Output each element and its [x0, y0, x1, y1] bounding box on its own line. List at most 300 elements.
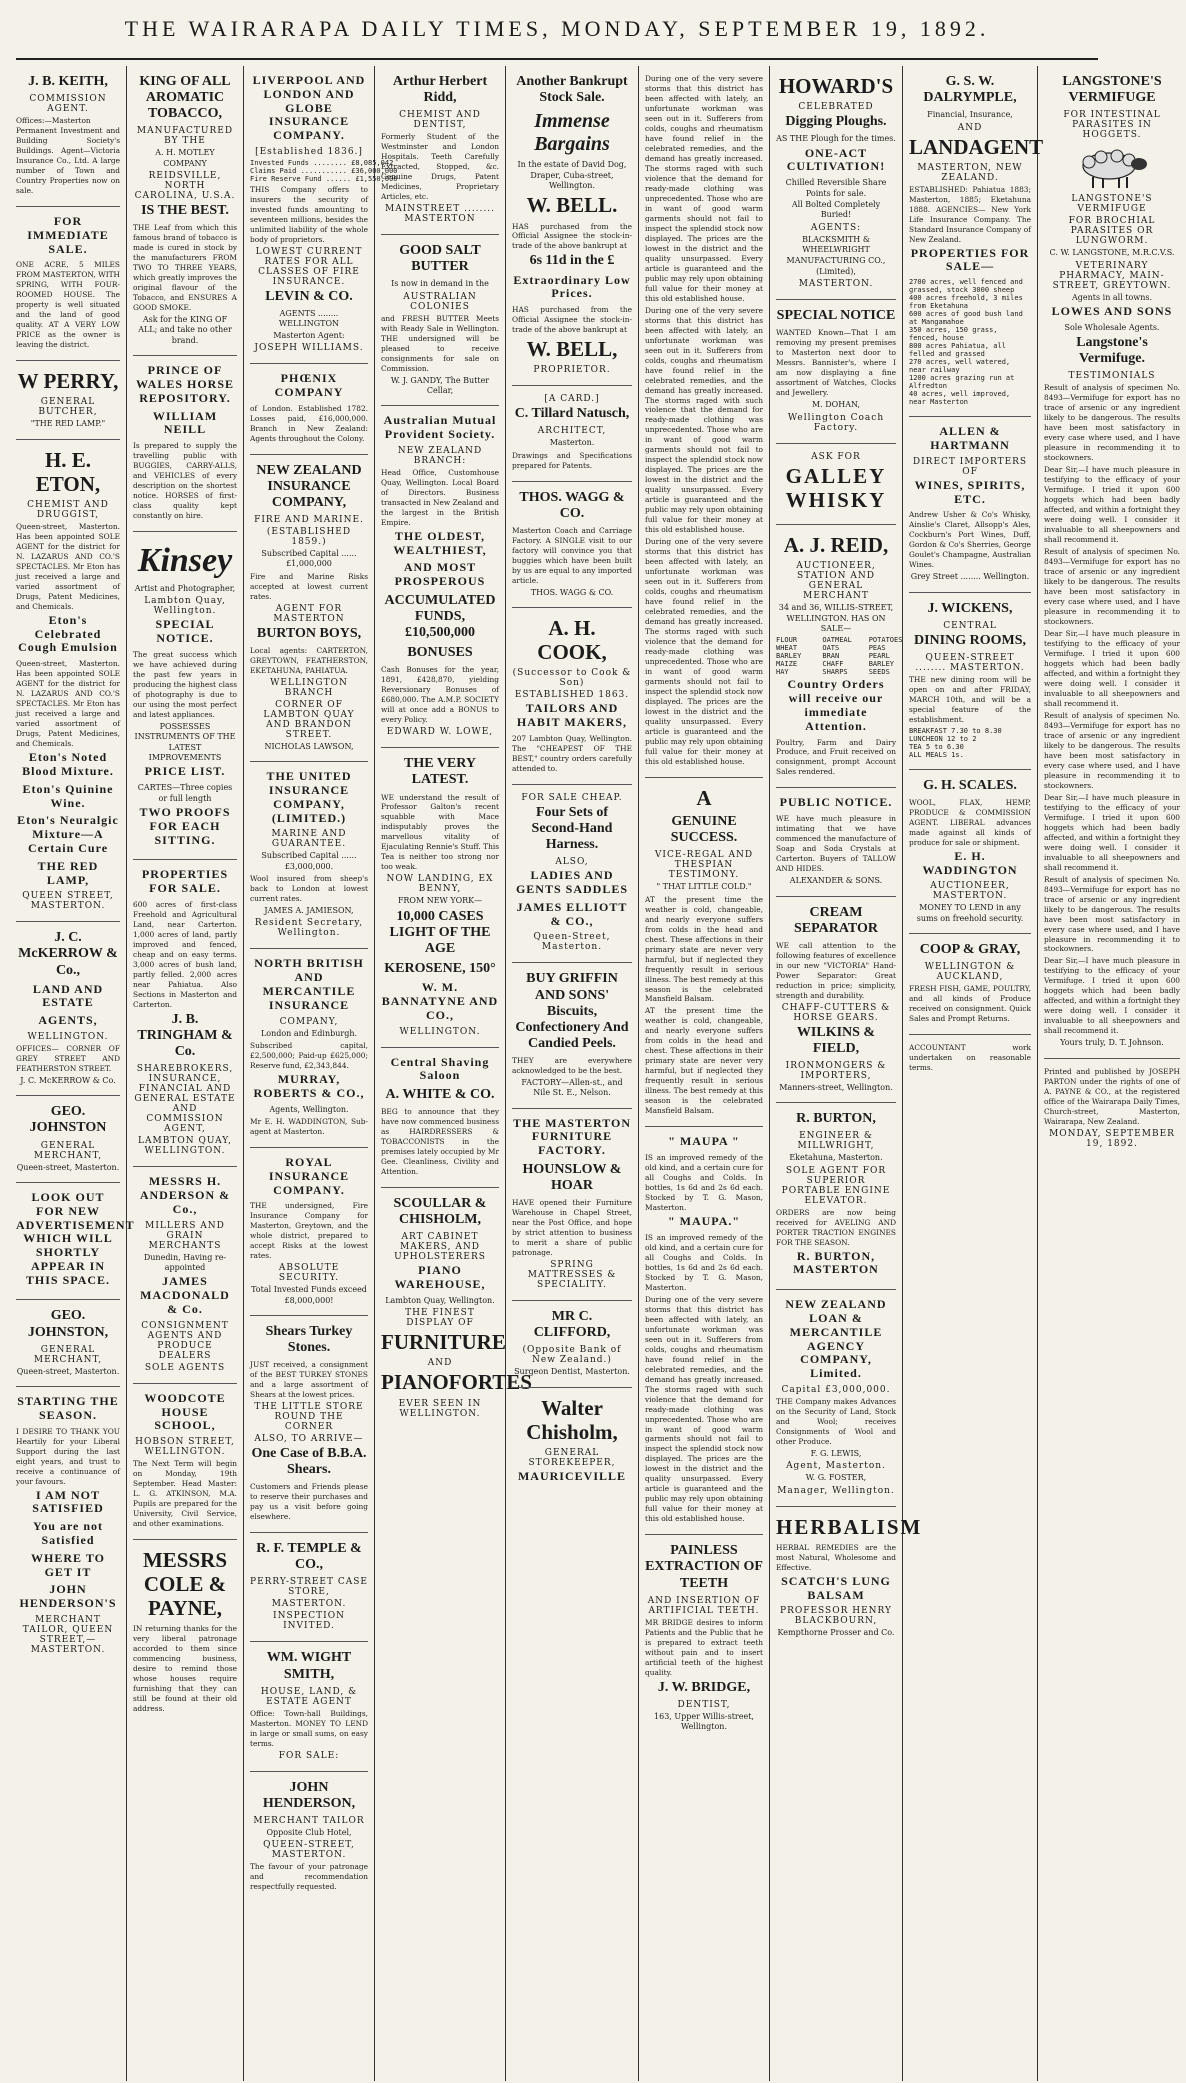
- ad-line: Opposite Club Hotel,: [266, 1827, 352, 1837]
- ad-subheading: CONSIGNMENT AGENTS AND PRODUCE DEALERS: [141, 1320, 229, 1361]
- season-ad: [16, 1387, 120, 2081]
- loan-agency-ad: [776, 1290, 896, 1506]
- ad-heading: LOOK OUT FOR NEW ADVERTISEMENT WHICH WILL SHORTLY APPEAR IN THIS SPACE.: [16, 1189, 135, 1287]
- ad-address: CORNER OF LAMBTON QUAY AND BRANDON STREET.: [263, 699, 355, 740]
- ad-quote: " THAT LITTLE COLD.": [656, 882, 752, 892]
- special-notice-ad: [776, 300, 896, 443]
- ad-body: HERBAL REMEDIES are the most Natural, Wholesome and Effective.: [776, 1542, 896, 1572]
- dalrymple-ad: [909, 66, 1044, 417]
- ad-heading: THOS. WAGG & CO.: [519, 489, 625, 521]
- ad-body: Dear Sir,—I have much pleasure in testifying to the efficacy of your Vermifuge. I tried it upon 600 hoggets which had been badly affected, and within a fortnight they were doing well. I consider it invaluable to all sheepowners and shall recommend it.: [1044, 628, 1180, 708]
- ad-body: HAVE opened their Furniture Warehouse in Chapel Street, near the Post Office, and hope by strict attention to business to merit a share of public patronage.: [512, 1198, 632, 1258]
- ad-body: Wool insured from sheep's back to London at lowest current rates.: [250, 874, 368, 904]
- scales-ad: [909, 770, 1031, 934]
- ad-subheading: CHEMIST AND DENTIST,: [399, 110, 481, 131]
- ad-body: MR BRIDGE desires to inform Patients and the Public that he is prepared to extract teeth without pain and to insert artificial teeth of the highest quality.: [645, 1617, 763, 1677]
- ad-body: Andrew Usher & Co's Whisky, Ainslie's Claret, Allsopp's Ales, Cockburn's Port Wines, Duff, Gordon & Co's Sherries, George Goulet's Champagne, Australian Wines.: [909, 510, 1031, 570]
- column-3: [244, 66, 398, 2081]
- ad-body: JUST received, a consignment of the BEST TURKEY STONES and a large assortment of Shears at the lowest prices.: [250, 1360, 368, 1400]
- ad-subheading: [Established 1836.]: [255, 146, 363, 157]
- ad-line: AS THE Plough for the times.: [776, 134, 896, 144]
- ad-heading: J. B. KEITH,: [28, 74, 108, 89]
- ad-address: QUEEN-STREET, MASTERTON.: [263, 1840, 355, 1861]
- ad-heading: LANDAGENT: [909, 134, 1044, 159]
- ad-signature: ALEXANDER & SONS.: [789, 876, 883, 886]
- reid-ad: [776, 525, 903, 788]
- ad-heading: PRINCE OF WALES HORSE REPOSITORY.: [135, 363, 235, 405]
- ad-line: MONEY TO LEND in any sums on freehold security.: [916, 903, 1024, 923]
- ad-subheading: HOUSE, LAND, & ESTATE AGENT: [260, 1686, 358, 1707]
- ad-heading: ALLEN & HARTMANN: [930, 424, 1010, 453]
- ad-town: WELLINGTON.: [399, 1026, 481, 1037]
- ad-heading: " MAUPA ": [668, 1134, 740, 1149]
- ad-line: PROFESSOR HENRY BLACKBOURN,: [780, 1606, 892, 1627]
- ad-subheading: NEW ZEALAND BRANCH:: [397, 445, 483, 466]
- product-heading: Eton's Celebrated Cough Emulsion: [18, 612, 118, 655]
- ad-subheading: COMPANY,: [279, 1016, 339, 1027]
- ridd-ad: [381, 66, 499, 235]
- ad-line: CHAFF-CUTTERS & HORSE GEARS.: [781, 1002, 891, 1023]
- ad-heading: W PERRY,: [17, 369, 119, 394]
- ad-figures: ACCUMULATED FUNDS, £10,500,000: [384, 593, 496, 641]
- ad-subheading: Artist and Photographer,: [134, 584, 236, 594]
- shop-address: QUEEN STREET, MASTERTON.: [22, 891, 114, 912]
- ad-line: AUSTRALIAN COLONIES: [403, 291, 477, 312]
- ad-list: 2700 acres, well fenced and grassed, stock 3000 sheep 400 acres freehold, 3 miles from Eketahuna 600 acres of good bush land at Mangamahoe 350 acres, 150 grass, fenced, house 800 acres Pahiatua, all felled and grassed 270 acres, well watered, near railway 1200 acres grazing run at Alfredton 40 acres, well improved, near Masterton: [909, 278, 1023, 407]
- ad-body: THE new dining room will be open on and after FRIDAY, MARCH 10th, and will be a special feature of the establishment.: [909, 674, 1031, 724]
- ad-tag: [A CARD.]: [544, 394, 600, 405]
- ad-town: MASTERTON.: [798, 279, 874, 290]
- ad-body: Poultry, Farm and Dairy Produce, and Fruit received on consignment, prompt Account Sales rendered.: [776, 737, 896, 777]
- ad-heading: A. H. COOK,: [537, 616, 607, 665]
- ad-heading: " MAUPA.": [667, 1214, 741, 1228]
- ad-line: TAILORS AND HABIT MAKERS,: [516, 701, 628, 730]
- ad-subheading: GENERAL STOREKEEPER,: [528, 1448, 616, 1469]
- ad-heading: Digging Ploughs.: [785, 114, 887, 130]
- ad-body: Result of analysis of specimen No. 8493—Vermifuge for export has no trace of arsenic or any ingredient likely to be dangerous. The results have been most satisfactory in every case where used, and I have pleasure in recommending it to stockowners.: [1044, 874, 1180, 954]
- ad-line: Masterton Agent:: [273, 330, 345, 340]
- ad-name: JOHN HENDERSON'S: [19, 1582, 117, 1611]
- ad-body: IS an improved remedy of the old kind, and a certain cure for all Coughs and Colds. In bottles, 1s 6d and 2s 6d each. Stocked by T. G. Mason, Masterton.: [645, 1232, 763, 1292]
- ad-body: FRESH FISH, GAME, POULTRY, and all kinds of Produce received on consignment. Quick Sales and Prompt Returns.: [909, 984, 1031, 1024]
- ad-heading: GEO. JOHNSTON: [29, 1104, 107, 1136]
- natusch-ad: [512, 386, 632, 481]
- ad-heading: Arthur Herbert Ridd,: [392, 74, 488, 106]
- ad-line: Agent, Masterton.: [786, 1461, 886, 1472]
- ad-line: AGENTS:: [810, 222, 862, 233]
- ad-name: E. H. WADDINGTON: [922, 848, 1018, 877]
- ad-name: LEVIN & CO.: [265, 288, 353, 304]
- column-9: [1038, 66, 1186, 2081]
- ad-subheading: CELEBRATED: [798, 102, 874, 113]
- ad-line: Agents in all towns.: [1071, 292, 1152, 302]
- ad-line: AGENT FOR MASTERTON: [273, 603, 345, 624]
- ad-name: W. M. BANNATYNE AND CO.,: [381, 980, 499, 1022]
- sheep-illustration: [1044, 144, 1180, 190]
- ad-body: ORDERS are now being received for AVELING AND PORTER TRACTION ENGINES FOR THE SEASON.: [776, 1207, 896, 1247]
- ad-body: The favour of your patronage and recommendation respectfully requested.: [250, 1862, 368, 1892]
- ad-heading: J. WICKENS,: [927, 600, 1013, 616]
- ad-line: In the estate of David Dog, Draper, Cuba-street, Wellington.: [517, 160, 627, 190]
- ad-heading: CREAM SEPARATOR: [793, 904, 878, 936]
- ad-heading: C. Tillard Natusch,: [514, 406, 630, 422]
- ad-heading: THE UNITED INSURANCE COMPANY, (LIMITED.): [266, 769, 352, 825]
- coop-gray-ad: [909, 934, 1031, 1035]
- ad-line: I AM NOT SATISFIED: [32, 1487, 104, 1516]
- ad-tag: "THE RED LAMP.": [30, 419, 106, 429]
- ad-heading: R. F. TEMPLE & CO.,: [256, 1541, 362, 1573]
- ad-list: FLOUR OATMEAL POTATOES WHEAT OATS PEAS BARLEY BRAN PEARL MAIZE CHAFF BARLEY HAY SHARPS SEEDS: [776, 636, 903, 677]
- ad-line: THE FINEST DISPLAY OF: [405, 1308, 475, 1329]
- ad-subheading: MILLERS AND GRAIN MERCHANTS: [145, 1220, 225, 1251]
- ad-line: LANGSTONE'S VERMIFUGE: [1071, 194, 1153, 215]
- column-2: [127, 66, 244, 2081]
- ad-heading: PROPERTIES FOR SALE.: [141, 867, 229, 896]
- ad-name: W. BELL,: [526, 337, 618, 362]
- ad-name: W. BELL.: [526, 193, 618, 218]
- ad-body: Is prepared to supply the travelling public with BUGGIES, CARRY-ALLS, and VEHICLES of every description on the shortest notice. HORSES of first-class quality kept constantly on hire.: [133, 441, 237, 521]
- ad-body: Dear Sir,—I have much pleasure in testifying to the efficacy of your Vermifuge. I tried it upon 600 hoggets which had been badly affected, and within a fortnight they were doing well. I consider it invaluable to all sheepowners and shall recommend it.: [1044, 465, 1180, 545]
- ad-heading: MR C. CLIFFORD,: [533, 1309, 611, 1341]
- wight-smith-ad: [250, 1642, 368, 1771]
- ad-address: VETERINARY PHARMACY, MAIN-STREET, GREYTOWN.: [1052, 260, 1172, 291]
- ad-line: SCATCH'S LUNG BALSAM: [781, 1573, 891, 1602]
- ad-figures: Invested Funds ........ £8,085,042 Claims Paid ........... £36,000,000 Fire Reserve Fund ...... £1,550,000: [250, 158, 398, 183]
- tringham-ad: [133, 860, 237, 1167]
- ad-heading: JOHN HENDERSON,: [262, 1779, 356, 1811]
- ad-signature: M. DOHAN,: [811, 400, 861, 410]
- ad-subheading: MARINE AND GUARANTEE.: [271, 829, 347, 850]
- ad-body: BEG to announce that they have now commenced business as HAIRDRESSERS & TOBACCONISTS in the premises lately occupied by Mr Gee. Cleanliness, Civility and Attention.: [381, 1107, 499, 1177]
- ad-body: Offices:—Masterton Permanent Investment and Building Society's Buildings. Agent—Victoria Insurance Co., Ltd. A large number of Town and Country Properties now on sale.: [16, 116, 120, 195]
- ad-heading: PIANOFORTES: [381, 1370, 532, 1395]
- ad-line: THE LITTLE STORE ROUND THE CORNER: [254, 1402, 364, 1433]
- ad-subheading: COMMISSION AGENT.: [29, 94, 107, 115]
- ad-name: LOWES AND SONS: [1051, 303, 1173, 318]
- ad-line: POSSESSES INSTRUMENTS OF THE LATEST IMPROVEMENTS: [134, 721, 236, 763]
- ad-line: ABSOLUTE SECURITY.: [278, 1263, 340, 1284]
- ad-line: Sole Wholesale Agents.: [1064, 322, 1160, 332]
- ad-body: Local agents: CARTERTON, GREYTOWN, FEATHERSTON, EKETAHUNA, PAHIATUA.: [250, 645, 368, 675]
- ad-body: OFFICES— CORNER OF GREY STREET AND FEATHERSTON STREET.: [16, 1043, 120, 1073]
- ad-line: Is now in demand in the: [391, 279, 489, 289]
- ad-line: SOLE AGENTS: [144, 1362, 226, 1373]
- ad-maker: A. H. MOTLEY COMPANY: [155, 148, 215, 168]
- ad-body: THE Company makes Advances on the Security of Land, Stock and Wool; receives Consignments of Wool and other Produce.: [776, 1397, 896, 1446]
- ad-heading: COOP & GRAY,: [919, 942, 1021, 958]
- accountant-ad: [909, 1035, 1031, 2081]
- ad-line: WELLINGTON BRANCH: [270, 677, 348, 698]
- ad-heading: One Case of B.B.A. Shears.: [251, 1446, 367, 1478]
- ad-body: THE undersigned, Fire Insurance Company for Masterton, Greytown, and the whole district, prepared to accept Risks at the lowest rates.: [250, 1201, 368, 1261]
- ad-line: EVER SEEN IN WELLINGTON.: [398, 1398, 482, 1419]
- ad-heading: LANGSTONE'S VERMIFUGE: [1062, 74, 1162, 106]
- ad-tag: FOR SALE CHEAP.: [521, 792, 623, 803]
- ad-line: Agents, Wellington.: [269, 1104, 349, 1114]
- ad-name: MURRAY, ROBERTS & CO.,: [253, 1071, 365, 1100]
- cole-payne-ad: [133, 1540, 237, 2081]
- ad-body: 207 Lambton Quay, Wellington. The "CHEAPEST OF THE BEST," country orders carefully attended to.: [512, 734, 632, 773]
- north-british-ad: [250, 949, 368, 1147]
- ad-subheading: CHEMIST AND DRUGGIST,: [27, 500, 109, 521]
- ad-body: Queen-street, Masterton. Has been appointed SOLE AGENT for the district for N. LAZARUS AND CO.'S SPECTACLES. Mr Eton has just received a large and varied assortment of Drugs, Patent Medicines, and Chemicals.: [16, 522, 120, 611]
- ad-name: HOUNSLOW & HOAR: [522, 1162, 622, 1194]
- ad-signature: R. BURTON, MASTERTON: [793, 1248, 879, 1277]
- ad-name: WILLIAM NEILL: [152, 408, 218, 437]
- ad-claim: IS THE BEST.: [141, 203, 229, 219]
- article-text: During one of the very severe storms that this district has been affected with lately, an unfortunate workman was seen out in it. Sufferers from colds, coughs and rheumatism have found relief in the celebrated remedies, and the demand has greatly increased. The storms raged with such violence that the demand for ready-made clothing was unprecedented. Those who are in want of good warm garments should not fail to inspect the splendid stock now displayed. The prices are the lowest in the district and the quality unsurpassed. Every article is guaranteed and the public may rely upon obtaining full value for their money at this old established house.: [645, 1294, 763, 1524]
- ad-line: SPRING MATTRESSES & SPECIALITY.: [527, 1260, 617, 1291]
- ad-body: The great success which we have achieved during the past few years in producing the highest class of photography is due to our using the most perfect and latest appliances.: [133, 650, 237, 719]
- ad-subheading: GENERAL MERCHANT,: [33, 1140, 103, 1161]
- wagg-ad: [512, 482, 632, 608]
- imprint-text: Printed and published by JOSEPH PARTON under the rights of one of A. PAYNE & CO., at the registered office of the Wairarapa Daily Times, Church-street, Masterton, Wairarapa, New Zealand.: [1044, 1066, 1180, 1126]
- ad-line: All Bolted Completely Buried!: [791, 200, 881, 220]
- column-4: [375, 66, 532, 2081]
- ad-line: Manager, Wellington.: [777, 1485, 895, 1496]
- ad-notice: PRICE LIST.: [144, 764, 226, 779]
- public-notice-ad: [776, 788, 896, 896]
- ad-body: THE Leaf from which this famous brand of tobacco is made is cured in stock by the manufacturers FROM TWO TO THREE YEARS, which greatly improves the original flavour of the Tobacco, and ENSURES A GOOD SMOKE.: [133, 223, 237, 313]
- ad-heading: G. H. SCALES.: [923, 777, 1017, 793]
- ad-agent: C. W. LANGSTONE, M.R.C.V.S.: [1049, 248, 1175, 258]
- ad-heading: LIVERPOOL AND LONDON AND GLOBE INSURANCE COMPANY.: [252, 73, 366, 143]
- liverpool-insurance-ad: [250, 66, 398, 364]
- column-5: [506, 66, 639, 2081]
- sale-ad: [16, 207, 120, 361]
- ad-agent: NICHOLAS LAWSON,: [264, 741, 354, 751]
- ad-address: MAINSTREET ........ MASTERTON: [385, 204, 495, 225]
- ad-subheading: VICE-REGAL AND THESPIAN TESTIMONY.: [654, 850, 754, 881]
- ad-line: INSPECTION INVITED.: [273, 1611, 345, 1632]
- ad-heading: PHŒNIX COMPANY: [274, 371, 344, 399]
- ad-address: Lambton Quay, Wellington.: [144, 596, 226, 617]
- reading-column: [645, 66, 763, 778]
- ad-initial: A: [696, 785, 712, 810]
- product-heading: Eton's Quinine Wine.: [22, 781, 114, 810]
- ad-line: NOW LANDING, EX BENNY,: [386, 874, 494, 895]
- ad-subheading: MANUFACTURED BY THE: [136, 126, 234, 147]
- ad-subheading: FOR INTESTINAL PARASITES IN HOGGETS.: [1063, 110, 1161, 141]
- perry-ad: [16, 361, 120, 440]
- ad-name: J. B. TRINGHAM & Co.: [137, 1011, 233, 1060]
- ad-address: QUEEN-STREET ........ MASTERTON.: [915, 652, 1025, 673]
- ad-subheading: Financial, Insurance,: [927, 110, 1013, 120]
- temple-ad: [250, 1533, 368, 1642]
- ad-line: ESTABLISHED 1863.: [514, 690, 630, 701]
- ad-heading: STARTING THE SEASON.: [17, 1394, 119, 1422]
- ad-line: 34 and 36, WILLIS-STREET, WELLINGTON. HAS ON SALE—: [778, 603, 894, 633]
- furniture-factory-ad: [512, 1109, 632, 1301]
- ad-line: FACTORY—Allen-st., and Nile St. E., Nelson.: [521, 1077, 623, 1098]
- ad-body: I DESIRE TO THANK YOU Heartily for your Liberal Support during the last eight years, and trust to receive a continuance of your favours.: [16, 1426, 120, 1486]
- ad-name: WILKINS & FIELD,: [796, 1024, 876, 1056]
- ad-heading: PAINLESS EXTRACTION OF TEETH: [645, 1543, 763, 1591]
- lookout-ad: [16, 1183, 135, 1301]
- ad-line: Chilled Reversible Share Points for sale.: [785, 178, 887, 198]
- ad-heading: KING OF ALL AROMATIC TOBACCO,: [139, 74, 231, 122]
- ad-heading: 10,000 CASES LIGHT OF THE AGE: [389, 908, 491, 956]
- ad-subheading: DIRECT IMPORTERS OF: [912, 456, 1028, 477]
- ad-name: A. WHITE & CO.: [385, 1087, 495, 1103]
- ad-heading: R. BURTON,: [796, 1111, 876, 1127]
- ad-heading: THE MASTERTON FURNITURE FACTORY.: [512, 1115, 632, 1158]
- product-heading: Eton's Neuralgic Mixture—A Certain Cure: [17, 813, 119, 855]
- ad-address: Grey Street ........ Wellington.: [910, 572, 1030, 582]
- ad-line: TWO PROOFS FOR EACH SITTING.: [139, 805, 231, 847]
- ad-script-heading: Immense Bargains: [534, 110, 610, 156]
- ad-body: Cash Bonuses for the year, 1891, £428,870, yielding Reversionary Bonuses of £680,000. The A.M.P. SOCIETY will at once add a BONUS to every Policy.: [381, 665, 499, 725]
- ad-subheading: LAND AND ESTATE: [32, 981, 104, 1010]
- ad-address: HOBSON STREET, WELLINGTON.: [135, 1437, 235, 1458]
- phoenix-ad: [250, 364, 368, 455]
- ad-line: Extraordinary Low Prices.: [513, 272, 631, 301]
- ad-name: JAMES MACDONALD & Co.: [140, 1274, 230, 1316]
- ad-place: Resident Secretary, Wellington.: [254, 918, 364, 939]
- ad-heading: KEROSENE, 150°: [384, 961, 496, 977]
- ad-body: ACCOUNTANT work undertaken on reasonable terms.: [909, 1043, 1031, 1073]
- ad-address: Manners-street, Wellington.: [779, 1082, 893, 1092]
- ad-agent: EDWARD W. LOWE,: [386, 727, 494, 738]
- ad-town: Eketahuna, Masterton.: [789, 1153, 883, 1163]
- tobacco-ad: [133, 66, 237, 356]
- howard-plough-ad: [776, 66, 896, 300]
- ad-heading: GEO. JOHNSTON,: [27, 1308, 109, 1340]
- ad-subheading: ASK FOR: [811, 451, 861, 462]
- ad-address: MERCHANT TAILOR, QUEEN STREET,—MASTERTON.: [22, 1614, 114, 1655]
- ad-heading: GOOD SALT BUTTER: [399, 243, 481, 275]
- ad-heading: HOWARD'S: [778, 74, 894, 98]
- ad-agent: Kempthorne Prosser and Co.: [777, 1628, 895, 1638]
- ad-line: You are not Satisfied: [32, 1519, 104, 1547]
- ad-body: HAS purchased from the Official Assignee the stock-in-trade of the above bankrupt at: [512, 305, 632, 335]
- ad-subheading: (Successor to Cook & Son): [512, 668, 632, 689]
- ad-subheading: AUCTIONEER, MASTERTON.: [930, 881, 1010, 902]
- ad-script-heading: Kinsey: [137, 542, 233, 580]
- ad-line: LOWEST CURRENT RATES FOR ALL CLASSES OF FIRE INSURANCE.: [255, 246, 363, 287]
- ad-body: Fire and Marine Risks accepted at lowest current rates.: [250, 571, 368, 601]
- ad-body: of London. Established 1782. Losses paid, £16,000,000. Branch in New Zealand: Agents throughout the Colony.: [250, 403, 368, 443]
- ad-line: AND MOST PROSPEROUS: [394, 560, 486, 589]
- scoullar-ad: [381, 1188, 532, 2081]
- ad-line: Dunedin, Having re-appointed: [143, 1252, 227, 1272]
- ad-name: J. W. BRIDGE,: [657, 1679, 751, 1695]
- ad-body: Result of analysis of specimen No. 8493—Vermifuge for export has no trace of arsenic or any ingredient likely to be dangerous. The results have been most satisfactory in every case where used, and I have pleasure in recommending it to stockowners.: [1044, 547, 1180, 626]
- ad-subheading: CENTRAL: [943, 620, 997, 631]
- ad-line: FOR SALE:: [278, 1750, 340, 1761]
- ad-heading: G. S. W. DALRYMPLE,: [923, 74, 1017, 106]
- ad-agent: BLACKSMITH & WHEELWRIGHT MANUFACTURING CO.,: [786, 234, 886, 265]
- ad-heading: BUY GRIFFIN AND SONS' Biscuits, Confectionery And Candied Peels.: [515, 971, 629, 1051]
- mckerrow-ad: [16, 922, 120, 1096]
- ad-body: Customers and Friends please to reserve their purchases and pay us a visit before going elsewhere.: [250, 1482, 368, 1522]
- sheep-icon: [1067, 144, 1157, 190]
- ad-body: AT the present time the weather is cold, changeable, and nearly everyone suffers from colds in the head and chest. These affections in their primary state are never very harmful, but if neglected they frequently result in serious illness. The best remedy at this season is the celebrated Mansfield Balsam.: [645, 894, 763, 1004]
- ad-signature: THOS. WAGG & CO.: [530, 587, 614, 597]
- article-text: During one of the very severe storms that this district has been affected with lately, an unfortunate workman was seen out in it. Sufferers from colds, coughs and rheumatism have found relief in the celebrated remedies, and the demand has greatly increased. The storms raged with such violence that the demand for ready-made clothing was unprecedented. Those who are in want of good warm garments should not fail to inspect the splendid stock now displayed. The prices are the lowest in the district and the quality unsurpassed. Every article is guaranteed and the public may rely upon obtaining full value for their money at this old established house.: [645, 305, 763, 535]
- ad-agent: JOSEPH WILLIAMS.: [254, 343, 364, 354]
- ad-subheading: AUCTIONEER, STATION AND GENERAL MERCHANT: [796, 561, 876, 602]
- ad-line: ALSO, TO ARRIVE—: [254, 1434, 364, 1445]
- ad-body: WANTED Known—That I am removing my present premises to Masterton next door to Messrs. Bannister's, where I am now displaying a fine assortment of Watches, Clocks and Jewellery.: [776, 328, 896, 398]
- ad-figures: Total Invested Funds exceed £8,000,000!: [251, 1285, 367, 1305]
- ad-body: Result of analysis of specimen No. 8493—Vermifuge for export has no trace of arsenic or any ingredient likely to be dangerous. The results have been most satisfactory in every case where used, and I have pleasure in recommending it to stockowners.: [1044, 710, 1180, 790]
- ad-town: MASTERTON, NEW ZEALAND.: [917, 162, 1023, 183]
- henderson-ad: [250, 1772, 368, 2081]
- shop-name: THE RED LAMP,: [37, 858, 99, 887]
- ad-line: CARTES—Three copies or full length: [137, 783, 233, 803]
- ad-body: Mr E. H. WADDINGTON, Sub-agent at Masterton.: [250, 1116, 368, 1136]
- johnston-ad-2: [16, 1300, 120, 1387]
- ad-body: Subscribed capital, £2,500,000; Paid-up £625,000; Reserve fund, £2,343,844.: [250, 1041, 368, 1070]
- ad-subheading: ENGINEER & MILLWRIGHT,: [797, 1131, 875, 1152]
- ad-heading: Shears Turkey Stones.: [265, 1324, 353, 1356]
- ad-subheading: SHAREBROKERS, INSURANCE, FINANCIAL AND GENERAL ESTATE AND COMMISSION AGENT,: [134, 1064, 236, 1135]
- ad-heading: BONUSES: [407, 645, 473, 661]
- newspaper-title: THE WAIRARAPA DAILY TIMES, MONDAY, SEPTEMBER 19, 1892.: [124, 16, 990, 41]
- keith-ad: [16, 66, 120, 207]
- ad-body: 600 acres of first-class Freehold and Agricultural Land, near Carterton. 1,000 acres of land, partly improved and fenced, cheap and on easy terms. 3,000 acres of bush land, partly felled. 2,000 acres near Pahiatua. Also Sections in Masterton and Carterton.: [133, 900, 237, 1009]
- ad-subheading: ARCHITECT,: [537, 426, 607, 437]
- ad-body: IN returning thanks for the very liberal patronage accorded to them since commencing business, desire to remind those whose houses require furnishing that they can still be found at their old address.: [133, 1624, 237, 1714]
- columns: [10, 66, 1180, 2081]
- ad-heading: Four Sets of Second-Hand Harness.: [531, 804, 613, 853]
- ad-line: LADIES AND GENTS SADDLES: [515, 868, 629, 897]
- ad-body: IS an improved remedy of the old kind, and a certain cure for all Coughs and Colds. In bottles, 1s 6d and 2s 6d each. Stocked by T. G. Mason, Masterton.: [645, 1153, 763, 1213]
- ad-line: SOLE AGENT FOR SUPERIOR PORTABLE ENGINE ELEVATOR.: [781, 1165, 891, 1206]
- ad-line: PROPRIETOR.: [533, 365, 611, 376]
- ad-address: LAMBTON QUAY, WELLINGTON.: [138, 1136, 232, 1157]
- ad-heading: Australian Mutual Provident Society.: [383, 413, 497, 442]
- ad-body: Queen-street, Masterton. Has been appointed SOLE AGENT for the district for N. LAZARUS AND CO.'S SPECTACLES. Mr Eton has just received a large and varied assortment of Drugs, Patent Medicines, and Chemicals.: [16, 659, 120, 749]
- wickens-ad: [909, 593, 1031, 770]
- ad-body: HAS purchased from the Official Assignee the stock-in-trade of the above bankrupt at: [512, 221, 632, 251]
- ad-heading: H. E. ETON,: [35, 447, 101, 496]
- ad-subheading: GENERAL MERCHANT,: [33, 1344, 103, 1365]
- ad-body: Head Office, Customhouse Quay, Wellington. Local Board of Directors. Business transacted in New Zealand and the largest in the British Empire.: [381, 467, 499, 527]
- ad-heading: PUBLIC NOTICE.: [779, 795, 893, 810]
- ad-heading: FURNITURE: [381, 1330, 506, 1355]
- ad-address: Queen-street, Masterton.: [16, 1162, 120, 1172]
- genuine-success-ad: [645, 778, 763, 1127]
- ad-body: Office: Town-hall Buildings, Masterton. MONEY TO LEND in large or small sums, on easy terms.: [250, 1708, 368, 1748]
- ad-heading: GENUINE SUCCESS.: [670, 814, 738, 846]
- united-insurance-ad: [250, 762, 368, 949]
- ad-town: WELLINGTON.: [27, 1031, 109, 1042]
- johnston-ad: [16, 1096, 120, 1183]
- royal-insurance-ad: [250, 1148, 368, 1316]
- ad-name: JAMES ELLIOTT & CO.,: [516, 899, 628, 928]
- ad-line: WHERE TO GET IT: [31, 1550, 105, 1579]
- ad-heading: Central Shaving Saloon: [390, 1054, 490, 1083]
- ad-body: Dear Sir,—I have much pleasure in testifying to the efficacy of your Vermifuge. I tried it upon 600 hoggets which had been badly affected, and within a fortnight they were doing well. I consider it invaluable to all sheepowners and shall recommend it.: [1044, 792, 1180, 872]
- ad-subheading: ART CABINET MAKERS, AND UPHOLSTERERS: [394, 1232, 486, 1263]
- ad-heading: GALLEY WHISKY: [785, 463, 887, 512]
- chisholm-ad: [512, 1388, 632, 2081]
- ad-line: AGENTS ........ WELLINGTON: [278, 308, 340, 329]
- nz-insurance-ad: [250, 455, 368, 762]
- ad-line: (Limited),: [816, 266, 856, 276]
- ad-signature: J. C. McKERROW & Co.: [20, 1075, 116, 1085]
- column-1: [10, 66, 135, 2081]
- ad-subheading: DENTIST,: [677, 1699, 731, 1710]
- imprint-date: MONDAY, SEPTEMBER 19, 1892.: [1049, 1128, 1175, 1149]
- ad-agent: F. G. LEWIS,: [810, 1448, 862, 1458]
- ad-agent: W. J. GANDY, The Butter Cellar,: [390, 375, 490, 395]
- ad-heading: WOODCOTE HOUSE SCHOOL,: [144, 1390, 226, 1433]
- ad-line: ONE-ACT CULTIVATION!: [786, 145, 886, 174]
- repository-ad: [133, 356, 237, 532]
